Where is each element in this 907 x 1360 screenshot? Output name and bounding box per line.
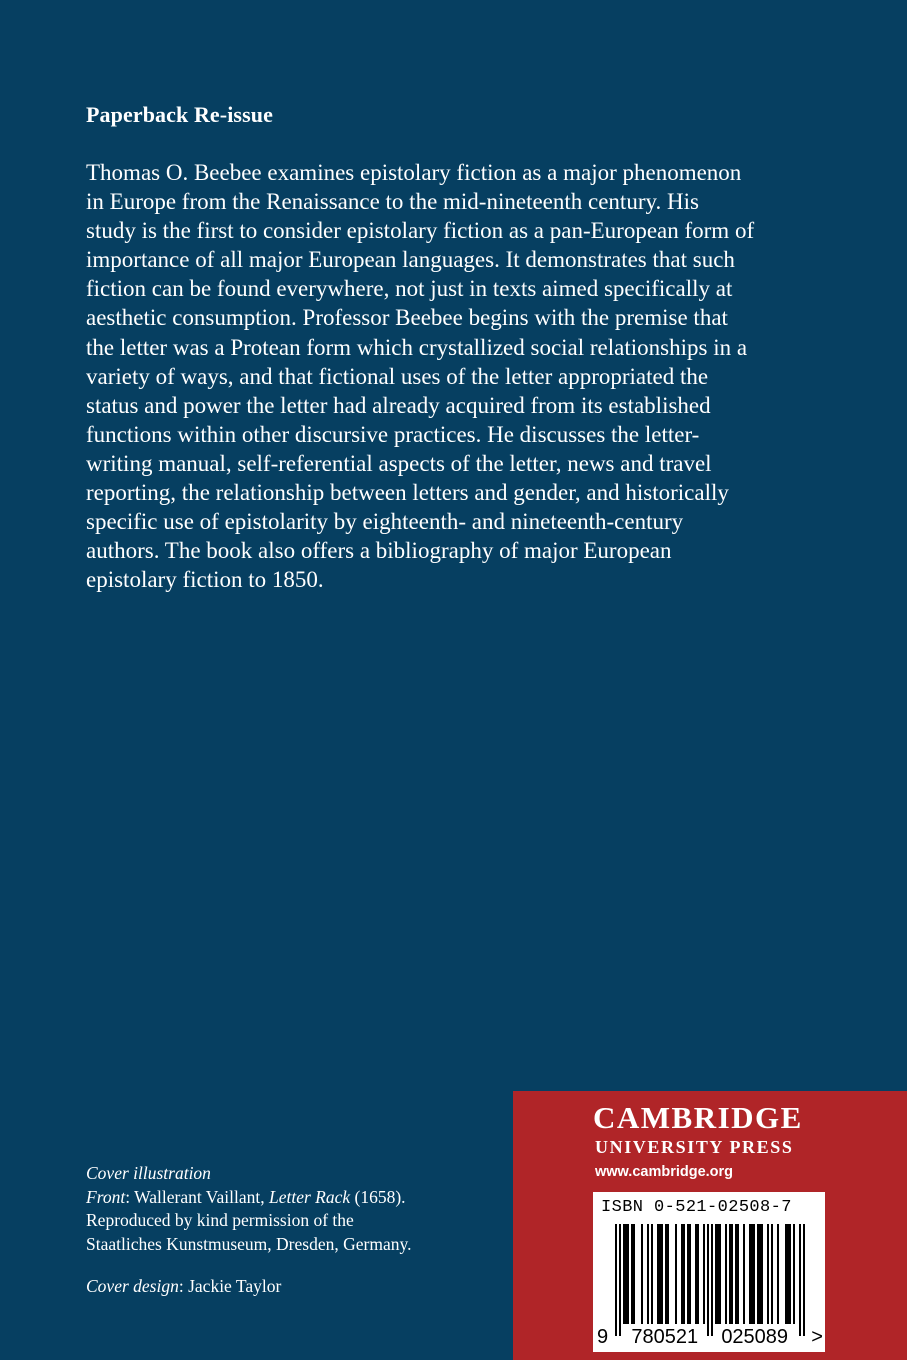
- front-artist: : Wallerant Vaillant,: [125, 1186, 269, 1207]
- barcode-bar: [715, 1224, 717, 1324]
- ean-end-marker: >: [811, 1326, 823, 1348]
- description-line: study is the first to consider epistolary fiction as a pan-European form of: [86, 218, 755, 244]
- artwork-year: (1658).: [350, 1186, 406, 1207]
- barcode-bar: [697, 1224, 699, 1324]
- barcode-bar: [725, 1224, 727, 1324]
- permission-line: Reproduced by kind permission of the: [86, 1210, 354, 1230]
- isbn-text: ISBN 0-521-02508-7: [601, 1198, 792, 1217]
- barcode-bar: [719, 1224, 721, 1324]
- cover-credits: [86, 1162, 506, 1299]
- permission-line: Staatliches Kunstmuseum, Dresden, Germany.: [86, 1233, 412, 1254]
- barcode-bar: [751, 1224, 753, 1324]
- barcode-bar: [777, 1224, 779, 1324]
- heading-paperback-reissue: Paperback Re-issue: [86, 102, 273, 127]
- description-line: reporting, the relationship between letters and gender, and historically: [86, 480, 729, 506]
- publisher-subtitle: UNIVERSITY PRESS: [595, 1137, 794, 1157]
- barcode-bar: [627, 1224, 629, 1324]
- barcode-bar: [707, 1224, 709, 1336]
- barcode-bar: [661, 1224, 663, 1324]
- design-label: Cover design: [86, 1276, 179, 1296]
- barcode-bar: [633, 1224, 635, 1324]
- cover-design-credit: Cover design: Jackie Taylor: [86, 1276, 282, 1296]
- barcode-bar: [681, 1224, 683, 1324]
- barcode-label: [593, 1192, 825, 1352]
- barcode-bar: [717, 1224, 719, 1324]
- barcode-bar: [793, 1224, 795, 1324]
- description-line: in Europe from the Renaissance to the mid-nineteenth century. His: [86, 189, 699, 215]
- description-line: variety of ways, and that fictional uses of the letter appropriated the: [86, 363, 709, 389]
- designer-name: Jackie Taylor: [188, 1276, 282, 1296]
- publisher-url[interactable]: www.cambridge.org: [595, 1164, 734, 1180]
- artwork-title: Letter Rack: [268, 1186, 351, 1207]
- barcode-bar: [785, 1224, 787, 1324]
- barcode-bar: [703, 1224, 705, 1324]
- barcode-bar: [665, 1224, 667, 1324]
- ean-right-group: 025089: [721, 1326, 789, 1348]
- description-line: fiction can be found everywhere, not just in texts aimed specifically at: [86, 276, 733, 302]
- description-line: aesthetic consumption. Professor Beebee begins with the premise that: [86, 305, 728, 331]
- description-line: importance of all major European languages. It demonstrates that such: [86, 247, 735, 273]
- barcode-bar: [767, 1224, 769, 1324]
- publisher-logo: CAMBRIDGE: [593, 1100, 803, 1135]
- description-line: functions within other discursive practices. He discusses the letter-: [86, 421, 700, 447]
- barcode-bar: [789, 1224, 791, 1324]
- barcode-bar: [683, 1224, 685, 1324]
- barcode-bar: [687, 1224, 689, 1324]
- barcode-bar: [757, 1224, 759, 1324]
- barcode-bar: [753, 1224, 755, 1324]
- description-line: authors. The book also offers a bibliography of major European: [86, 538, 672, 564]
- ean-left-group: 780521: [631, 1326, 699, 1348]
- barcode-bar: [619, 1224, 621, 1336]
- barcode-bar: [623, 1224, 625, 1324]
- barcode-bar: [749, 1224, 751, 1324]
- barcode-bar: [641, 1224, 643, 1324]
- barcode-bar: [659, 1224, 661, 1324]
- barcode-bar: [737, 1224, 739, 1324]
- barcode-bar: [799, 1224, 801, 1336]
- ean-digits: [597, 1326, 823, 1349]
- barcode-bar: [689, 1224, 691, 1324]
- front-credit: [86, 1186, 506, 1210]
- description-line: writing manual, self-referential aspects of the letter, news and travel: [86, 450, 712, 476]
- front-label: Front: [86, 1186, 126, 1207]
- barcode-bar: [615, 1224, 617, 1336]
- book-description: [86, 158, 846, 594]
- barcode-bar: [803, 1224, 805, 1336]
- barcode-bar: [625, 1224, 627, 1324]
- barcode-bar: [695, 1224, 697, 1324]
- publisher-panel: [513, 1091, 907, 1360]
- cover-illustration-label: Cover illustration: [86, 1163, 211, 1183]
- barcode-bar: [651, 1224, 653, 1324]
- barcode-bar: [759, 1224, 761, 1324]
- description-line: the letter was a Protean form which crystallized social relationships in a: [86, 334, 748, 360]
- barcode-bar: [761, 1224, 763, 1324]
- barcode-bar: [787, 1224, 789, 1324]
- description-line: epistolary fiction to 1850.: [86, 567, 324, 593]
- barcode-bar: [731, 1224, 733, 1324]
- barcode-bar: [647, 1224, 649, 1324]
- ean-lead-digit: 9: [597, 1326, 609, 1348]
- description-line: Thomas O. Beebee examines epistolary fiction as a major phenomenon: [86, 160, 742, 185]
- barcode-bar: [657, 1224, 659, 1324]
- barcode-bar: [771, 1224, 773, 1324]
- barcode-bar: [675, 1224, 677, 1324]
- barcode-bar: [729, 1224, 731, 1324]
- barcode-bar: [711, 1224, 713, 1336]
- description-line: specific use of epistolarity by eighteenth- and nineteenth-century: [86, 509, 684, 535]
- barcode-bar: [667, 1224, 669, 1324]
- barcode-bar: [743, 1224, 745, 1324]
- description-line: status and power the letter had already acquired from its established: [86, 392, 711, 418]
- barcode-bar: [735, 1224, 737, 1324]
- barcode-bar: [631, 1224, 633, 1324]
